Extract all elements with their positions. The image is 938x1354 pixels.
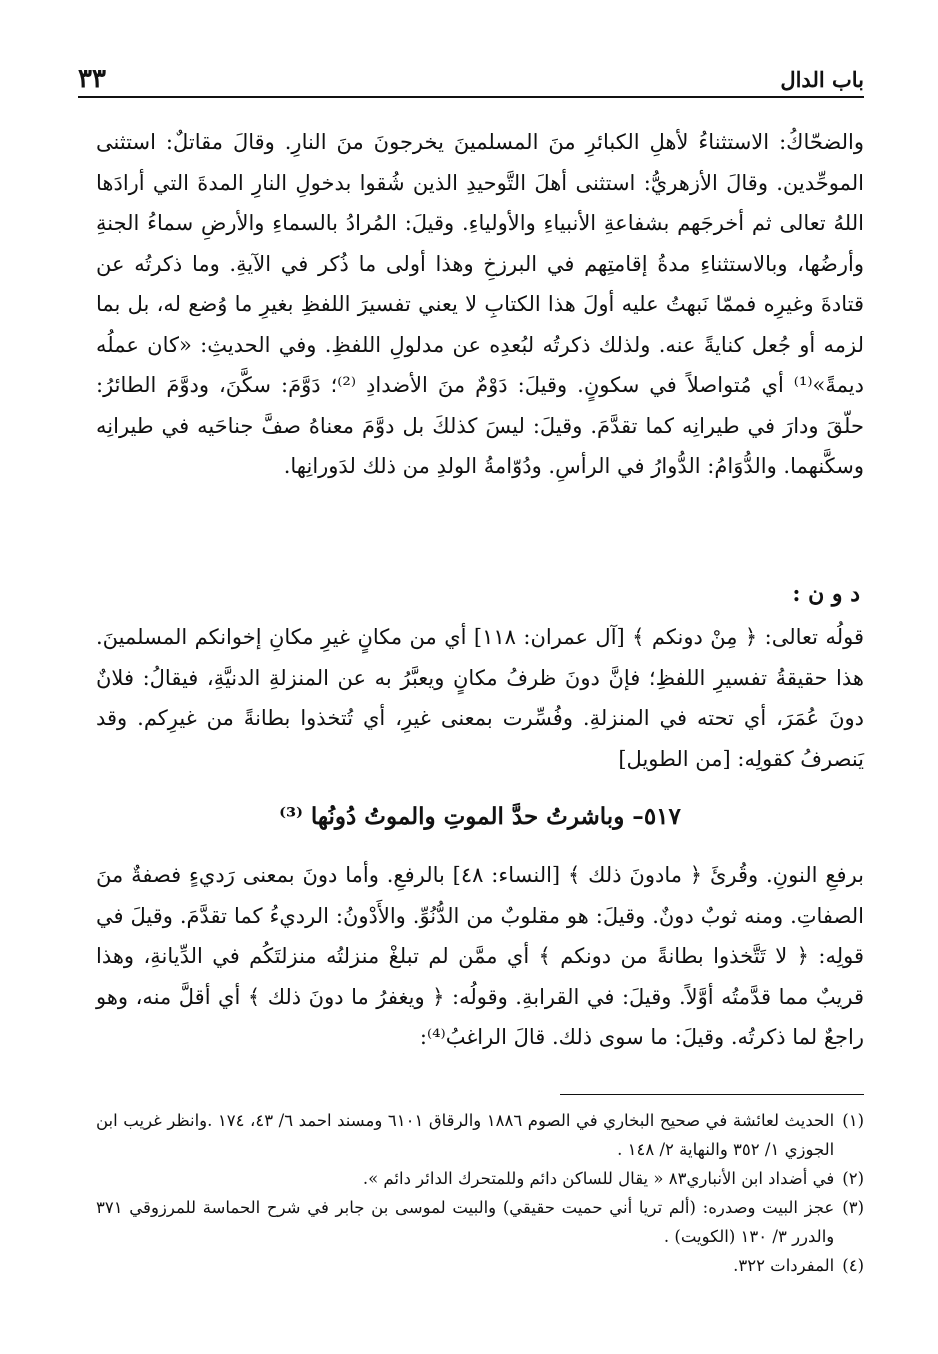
footnote-number: (١) [842,1111,864,1130]
page-number: ٣٣ [78,64,106,94]
entry-heading: د و ن : [792,581,860,607]
footnote-item [96,1193,864,1251]
footnote-text: المفردات ٣٢٢. [733,1256,835,1275]
page-header [78,50,864,98]
footnotes-list [96,1106,864,1280]
footnote-divider [560,1094,864,1095]
footnote-number: (٣) [842,1198,864,1217]
footnote-text: عجز البيت وصدره: (ألم تريا أني حميت حقيقي) والبيت لموسى بن جابر في شرح الحماسة للمرزوقي ٣٧١ والدرر ٣/ ١٣٠ (الكويت) . [96,1198,835,1246]
footnote-text: الحديث لعائشة في صحيح البخاري في الصوم ١٨٨٦ والرقاق ٦١٠١ ومسند احمد ٦/ ٤٣، ١٧٤ .وانظر غريب ابن الجوزي ١/ ٣٥٢ والنهاية ٢/ ١٤٨ . [96,1111,835,1159]
running-title: باب الدال [780,67,864,92]
body-paragraph-2: قولُه تعالى: ﴿ مِنْ دونكم ﴾ [آل عمران: ١١٨] أي من مكانٍ غيرِ مكانِ إخوانكم المسلمينَ. هذا حقيقةُ تفسيرِ اللفظِ؛ فإنَّ دونَ ظرفُ مكانٍ ويعبَّرُ به عن المنزلةِ الدنيَّةِ، فيقالُ: فلانٌ دونَ عُمَرَ، أي تحته في المنزلةِ. وفُسِّرت بمعنى غيرِ، أي تُتخذوا بطانةً من غيرِكم. وقد يَنصرفُ كقولِه: [من الطويل] [96,625,864,771]
footnote-number: (٤) [842,1256,864,1275]
footnote-item [96,1251,864,1280]
poetry-verse: ٥١٧– وباشرتُ حدَّ الموتِ والموتُ دُونُها ⁽³⁾ [279,803,681,830]
footnote-number: (٢) [842,1169,864,1188]
body-paragraph-3: برفعِ النونِ. وقُرئَ ﴿ مادونَ ذلك ﴾ [النساء: ٤٨] بالرفعِ. وأما دونَ بمعنى رَديءٍ فصفةٌ منَ الصفاتِ. ومنه ثوبٌ دونٌ. وقيلَ: هو مقلوبٌ من الدُّنُوِّ. والأَدْونُ: الرديءُ كما تقدَّمَ. وقيلَ في قولِه: ﴿ لا تَتَّخذوا بطانةً من دونكم ﴾ أي ممَّن لم تبلغْ منزلتُه منزلتَكُم في الدِّيانةِ، وهذا قريبٌ مما قدَّمتُه أوَّلاً. وقيلَ: في القرابةِ. وقولُه: ﴿ ويغفرُ ما دونَ ذلك ﴾ أي أقلَّ منه، وهو راجعٌ لما ذكرتُه. وقيلَ: ما سوى ذلك. قالَ الراغبُ⁽⁴⁾: [96,863,865,1049]
footnote-item [96,1106,864,1164]
body-paragraph-1: والضحّاكُ: الاستثناءُ لأهلِ الكبائرِ منَ المسلمينَ يخرجونَ منَ النارِ. وقالَ مقاتلٌ: استثنى الموحِّدين. وقالَ الأزهريُّ: استثنى أهلَ التَّوحيدِ الذين شُقوا بدخولِ النارِ المدةَ التي أرادَها اللهُ تعالى ثم أخرجَهم بشفاعةِ الأنبياءِ والأولياءِ. وقيلَ: المُرادُ بالسماءِ والأرضِ سماءُ الجنةِ وأرضُها، وبالاستثناءِ مدةُ إقامتِهم في البرزخِ وهذا أولى ما ذُكر في الآيةِ. وما ذكرتُه عن قتادةَ وغيرِه فممّا نَبهتُ عليه أولَ هذا الكتابِ لا يعني تفسيرَ اللفظِ بغيرِ ما وُضع له، بل بما لزمه أو جُعل كنايةً عنه. ولذلك ذكرتُه لبُعدِه عن مدلولِ اللفظِ. وفي الحديثِ: «كان عملُه ديمةً»⁽¹⁾ أي مُتواصلاً في سكونٍ. وقيلَ: دَوْمٌ منَ الأضدادِ ⁽²⁾؛ دَوَّمَ: سكَّنَ، ودوَّمَ الطائرُ: حلّقَ ودارَ في طيرانِه كما تقدَّمَ. وقيلَ: ليسَ كذلكَ بل دوَّمَ معناهُ صفَّ جناحَيه في طيرانِه وسكَّنهما. والدُّوَامُ: الدُّوارُ في الرأسِ. ودُوّامةُ الولدِ من ذلك لدَورانِها. [96,130,864,478]
footnote-item [96,1164,864,1193]
footnote-text: في أضداد ابن الأنباري٨٣ « يقال للساكن دائم وللمتحرك الدائر دائم ». [362,1169,835,1188]
